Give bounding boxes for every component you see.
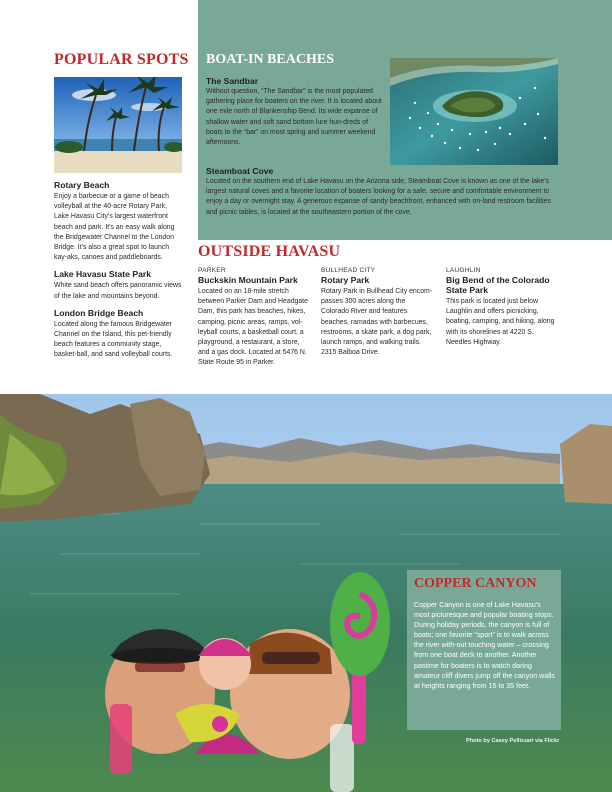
sandbar-text: Without question, “The Sandbar” is the most populated gathering place for boaters on the river. It is located about one mile north of Blankenship Bend. Its wide expanse of shallow water and soft sand bottom lure hun-dreds of boats to the “bar” on most spring and summer weekend afternoons. [206, 88, 382, 147]
copper-canyon-box [407, 570, 561, 730]
copper-canyon-text: Copper Canyon is one of Lake Havasu's most picturesque and popular boating stops. During holiday periods, the canyon is full of boats; one favorite “sport” is to walk across the river with-out touching water – crossing from one boat deck to another. Another pastime for boaters is to watch daring amateur cliff divers jump off the canyon walls at heights ranging from 15 to 35 feet. [414, 601, 555, 690]
big-bend-heading: Big Bend of the Colorado State Park [446, 275, 550, 295]
rotary-beach-text: Enjoy a barbecue or a game of beach volleyball at the 40-acre Rotary Park, Lake Havasu City's largest waterfront beach and park. It's an easy walk along the Bridgewater Channel to the London Bridge. It's also a great spot to launch kay-aks, canoes and paddleboards. [54, 193, 175, 262]
rotary-beach-heading: Rotary Beach [54, 180, 110, 190]
steamboat-cove-text: Located on the southern end of Lake Havasu on the Arizona side, Steamboat Cove is known as one of the lake's largest natural coves and a favorite location of boaters looking for a safe, secure and comfortable environment to enjoy a day or overnight stay. A generous expanse of sandy beachfront, enhanced with on-land restroom facilities and picnic tables, is located at the southeastern portion of the cove. [206, 178, 551, 216]
laughlin-location: LAUGHLIN [446, 267, 481, 274]
london-bridge-beach-heading: London Bridge Beach [54, 307, 144, 318]
outside-column-bullhead [321, 267, 434, 358]
rotary-park-heading: Rotary Park [321, 275, 370, 285]
boat-in-beaches-title: BOAT-IN BEACHES [206, 52, 334, 67]
steamboat-cove-section [206, 166, 562, 218]
popular-spots-title: POPULAR SPOTS [54, 51, 189, 68]
popular-spots-list [54, 180, 182, 361]
big-bend-text: This park is located just below Laughlin and offers picnicking, boating, camping, and hiking, along with its shorelines at 4220 S. Needles Highway. [446, 298, 555, 346]
steamboat-cove-heading: Steamboat Cove [206, 166, 274, 176]
buckskin-text: Located on an 18-mile stretch between Parker Dam and Headgate Dam, this park has beaches, hikes, camping, picnic areas, ramps, vol-leyball courts, a basketball court, a playground, a restaurant, a store, and a gas dock. Located at 5476 N. State Route 95 in Parker. [198, 288, 308, 367]
rotary-park-text: Rotary Park in Bullhead City encom-passes 300 acres along the Colorado River and features beaches, ramadas with barbecues, restrooms, a skate park, a dog park, launch ramps, and walking trails. 2315 Balboa Drive. [321, 288, 433, 357]
bullhead-location: BULLHEAD CITY [321, 267, 376, 274]
sandbar-heading: The Sandbar [206, 76, 259, 86]
palm-beach-photo [54, 77, 182, 173]
sandbar-aerial-photo [390, 58, 558, 165]
copper-canyon-title: COPPER CANYON [414, 576, 537, 591]
lake-havasu-state-park-text: White sand beach offers panoramic views of the lake and mountains beyond. [54, 282, 182, 300]
lake-havasu-state-park-heading: Lake Havasu State Park [54, 269, 151, 280]
sandbar-section [206, 76, 382, 148]
photo-credit: Photo by Casey Pellizzari via Flickr [466, 738, 560, 744]
outside-column-parker [198, 267, 311, 369]
outside-column-laughlin [446, 267, 558, 348]
london-bridge-beach-text: Located along the famous Bridgewater Channel on the Island, this pet-friendly beach features a community stage, basket-ball, and sand volleyball courts. [54, 320, 173, 359]
outside-havasu-title: OUTSIDE HAVASU [198, 243, 341, 260]
buckskin-heading: Buckskin Mountain Park [198, 275, 298, 285]
parker-location: PARKER [198, 267, 226, 274]
